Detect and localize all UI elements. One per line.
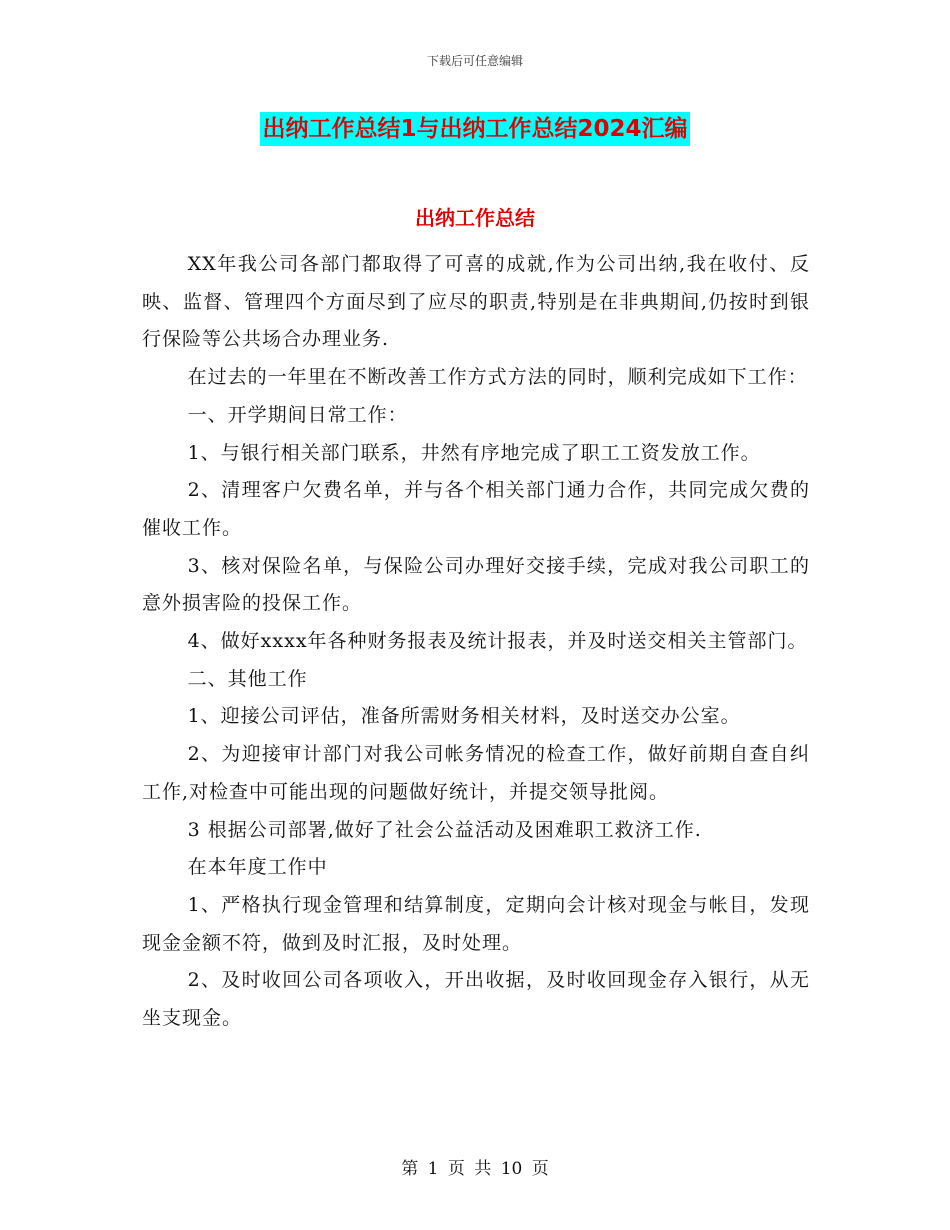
section-title: 出纳工作总结 xyxy=(415,206,535,230)
document-title: 出纳工作总结1与出纳工作总结2024汇编 xyxy=(260,112,689,146)
list-item: 4、做好xxxx年各种财务报表及统计报表，并及时送交相关主管部门。 xyxy=(187,630,808,653)
list-item: 2、及时收回公司各项收入，开出收据，及时收回现金存入银行，从无坐支现金。 xyxy=(142,969,810,1030)
heading-other-work: 二、其他工作 xyxy=(187,667,308,690)
heading-this-year: 在本年度工作中 xyxy=(187,856,328,879)
page-number-footer: 第 1 页 共 10 页 xyxy=(401,1159,549,1179)
paragraph-intro: XX年我公司各部门都取得了可喜的成就,作为公司出纳,我在收付、反映、监督、管理四个方面尽到了应尽的职责,特别是在非典期间,仍按时到银行保险等公共场合办理业务. xyxy=(142,253,810,351)
heading-daily-work: 一、开学期间日常工作： xyxy=(187,403,408,426)
document-body xyxy=(142,246,810,1038)
document-title-container xyxy=(0,112,950,146)
list-item: 2、为迎接审计部门对我公司帐务情况的检查工作，做好前期自查自纠工作,对检查中可能出现的问题做好统计，并提交领导批阅。 xyxy=(142,743,810,803)
list-item: 3、核对保险名单，与保险公司办理好交接手续，完成对我公司职工的意外损害险的投保工作。 xyxy=(142,554,810,615)
paragraph-overview: 在过去的一年里在不断改善工作方式方法的同时，顺利完成如下工作： xyxy=(187,366,808,389)
list-item: 2、清理客户欠费名单，并与各个相关部门通力合作，共同完成欠费的催收工作。 xyxy=(142,479,810,539)
list-item: 3 根据公司部署,做好了社会公益活动及困难职工救济工作. xyxy=(187,818,702,841)
list-item: 1、与银行相关部门联系，井然有序地完成了职工工资发放工作。 xyxy=(187,441,761,464)
list-item: 1、严格执行现金管理和结算制度，定期向会计核对现金与帐目，发现现金金额不符，做到及时汇报，及时处理。 xyxy=(142,893,810,954)
page-header: 下载后可任意编辑 xyxy=(426,54,523,68)
list-item: 1、迎接公司评估，准备所需财务相关材料，及时送交办公室。 xyxy=(187,705,741,728)
